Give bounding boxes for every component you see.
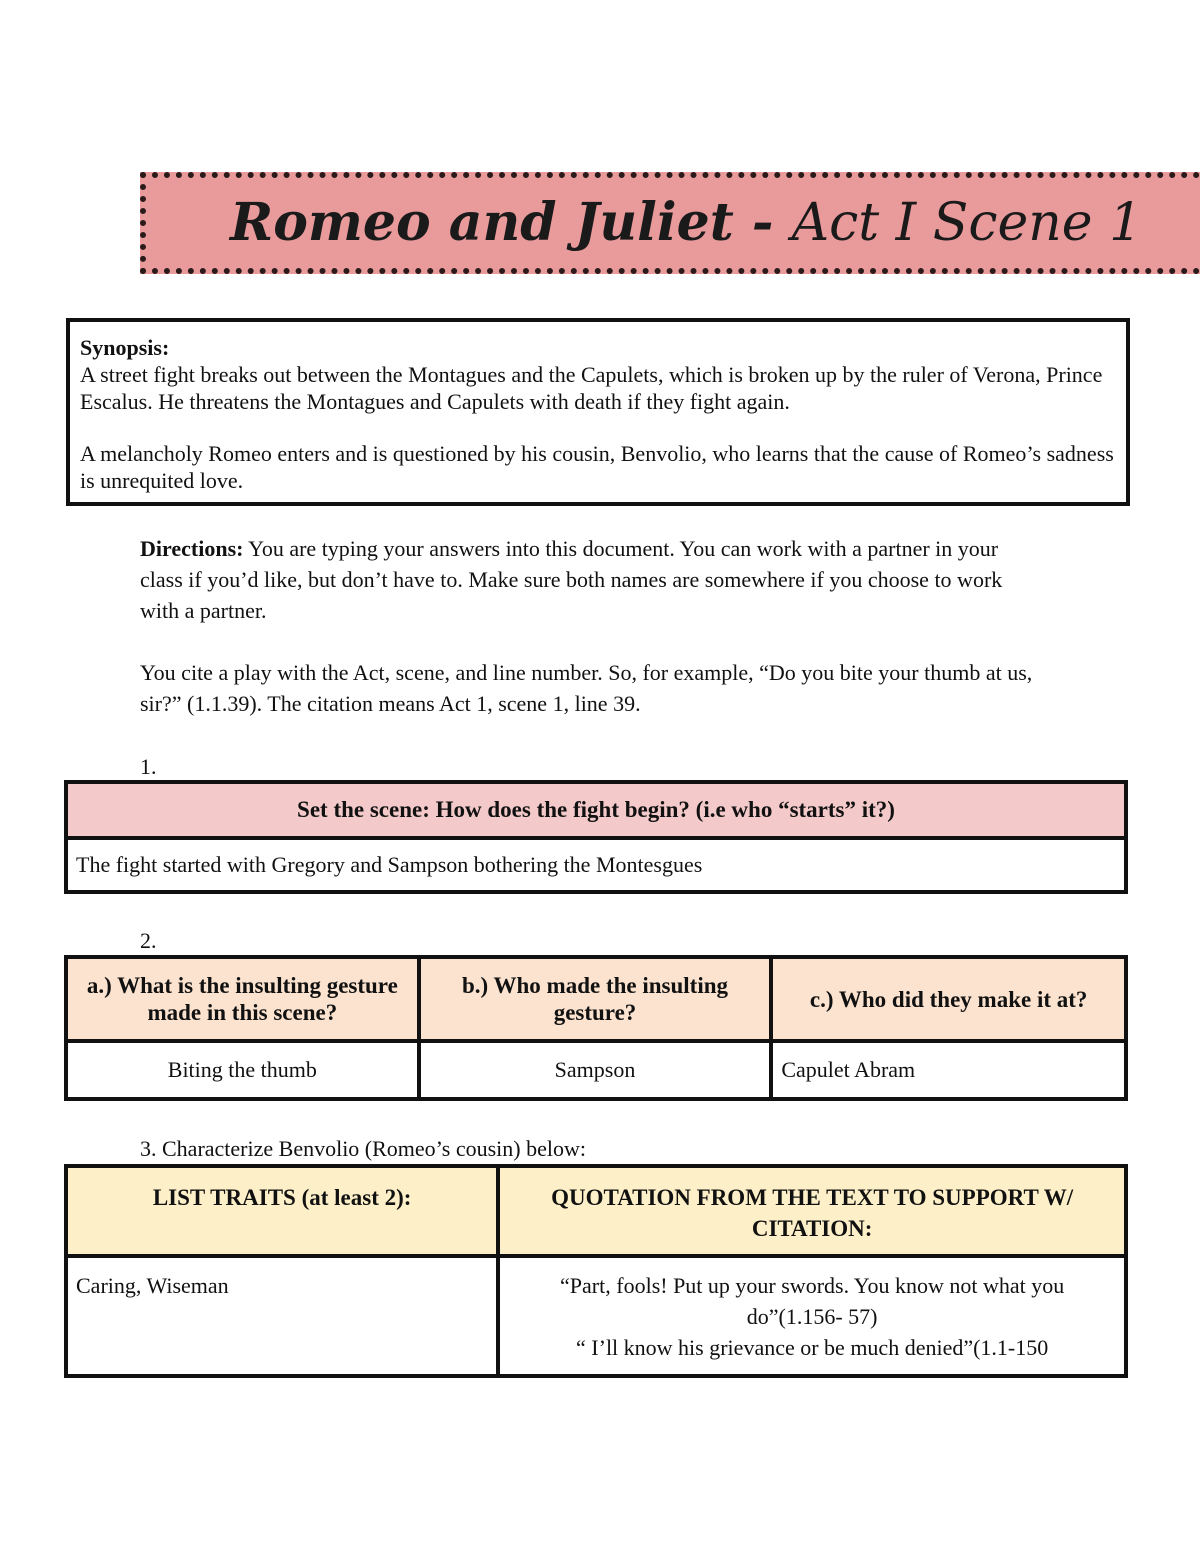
directions-label: Directions:	[140, 536, 244, 561]
question-2-number: 2.	[140, 928, 157, 953]
question-1-number: 1.	[140, 754, 157, 779]
synopsis-paragraph-2: A melancholy Romeo enters and is questioned by his cousin, Benvolio, who learns that the cause of Romeo’s sadness is unrequited love.	[80, 441, 1114, 493]
question-2b-header: b.) Who made the insulting gesture?	[419, 957, 772, 1041]
question-1-table	[64, 780, 1128, 894]
directions	[140, 533, 1020, 626]
quotation-header: QUOTATION FROM THE TEXT TO SUPPORT W/ CITATION:	[498, 1166, 1126, 1256]
question-2a-header: a.) What is the insulting gesture made in this scene?	[66, 957, 419, 1041]
synopsis-paragraph-1: A street fight breaks out between the Montagues and the Capulets, which is broken up by the ruler of Verona, Prince Escalus. He threatens the Montagues and Capulets with death if they fight again.	[80, 362, 1103, 414]
question-2c-answer[interactable]: Capulet Abram	[771, 1041, 1126, 1099]
question-1-answer[interactable]: The fight started with Gregory and Sampson bothering the Montesgues	[66, 838, 1126, 892]
title-sub: Act I Scene 1	[791, 193, 1143, 253]
question-2c-header: c.) Who did they make it at?	[771, 957, 1126, 1041]
traits-answer[interactable]: Caring, Wiseman	[66, 1256, 498, 1376]
quotation-answer[interactable]	[498, 1256, 1126, 1376]
question-2a-answer[interactable]: Biting the thumb	[66, 1041, 419, 1099]
question-2-table	[64, 955, 1128, 1101]
quotation-1: “Part, fools! Put up your swords. You know not what you do”(1.156- 57)	[560, 1273, 1065, 1329]
question-3-table	[64, 1164, 1128, 1378]
title-separator: -	[733, 192, 792, 253]
quotation-2: “ I’ll know his grievance or be much denied”(1.1-150	[576, 1335, 1049, 1360]
synopsis-label: Synopsis:	[80, 335, 170, 360]
title-banner	[140, 172, 1200, 274]
traits-header: LIST TRAITS (at least 2):	[66, 1166, 498, 1256]
synopsis-box	[66, 318, 1130, 506]
title-main: Romeo and Juliet	[230, 192, 734, 253]
citation-note: You cite a play with the Act, scene, and line number. So, for example, “Do you bite your thumb at us, sir?” (1.1.39). The citation means Act 1, scene 1, line 39.	[140, 660, 1033, 716]
directions-text: You are typing your answers into this document. You can work with a partner in your class if you’d like, but don’t have to. Make sure both names are somewhere if you choose to work with a partner.	[140, 536, 1008, 623]
question-1-prompt: Set the scene: How does the fight begin? (i.e who “starts” it?)	[66, 782, 1126, 838]
question-3-prompt: 3. Characterize Benvolio (Romeo’s cousin) below:	[140, 1136, 586, 1161]
page-title	[230, 192, 1142, 253]
question-2b-answer[interactable]: Sampson	[419, 1041, 772, 1099]
